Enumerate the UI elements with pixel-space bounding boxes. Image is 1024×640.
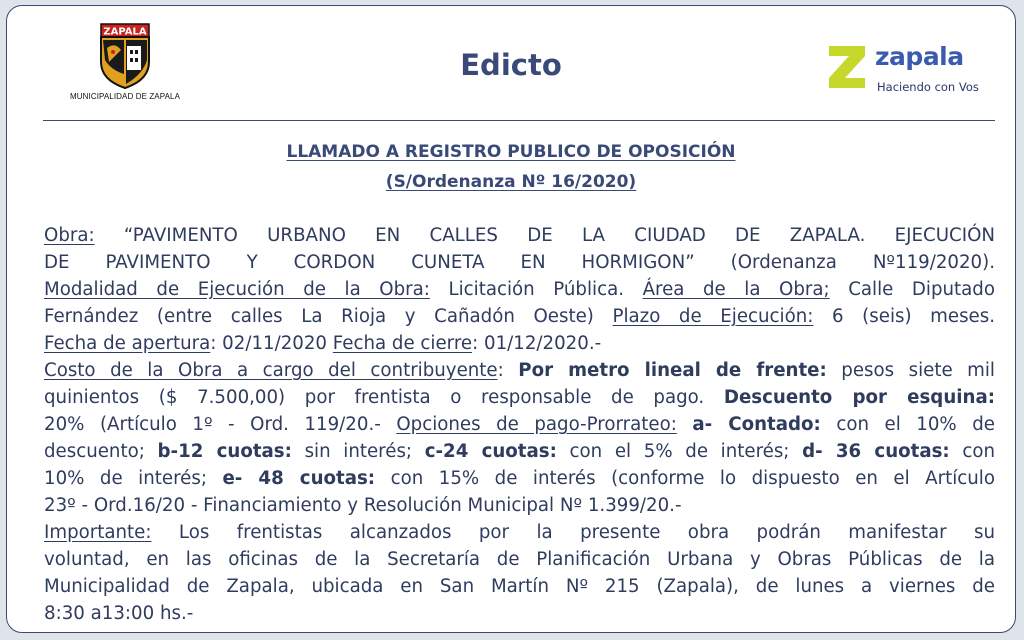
body-line-4: Fernández (entre calles La Rioja y Cañadón Oeste) Plazo de Ejecución: 6 (seis) meses.: [44, 306, 996, 327]
body-line-6: Costo de la Obra a cargo del contribuyente: Por metro lineal de frente: pesos siete mil: [44, 360, 995, 381]
body-line-8: 20% (Artículo 1º - Ord. 119/20.- Opciones de pago-Prorrateo: a- Contado: con el 10% de: [44, 414, 995, 435]
fecha-cierre-label: Fecha de cierre: [332, 333, 473, 354]
body-line-1: Obra: “PAVIMENTO URBANO EN CALLES DE LA CIUDAD DE ZAPALA. EJECUCIÓN: [44, 225, 995, 246]
brand-tagline: Haciendo con Vos: [877, 80, 979, 94]
body-line-5: Fecha de apertura: 02/11/2020 Fecha de cierre: 01/12/2020.-: [44, 333, 602, 354]
option-c-label: c-24 cuotas:: [424, 441, 557, 462]
area-label: Área de la Obra;: [642, 279, 830, 300]
header-divider: [43, 120, 995, 121]
opciones-pago-label: Opciones de pago-Prorrateo:: [396, 414, 677, 435]
fecha-apertura-label: Fecha de apertura: [44, 333, 211, 354]
notice-body: [44, 222, 995, 627]
option-d-label: d- 36 cuotas:: [802, 441, 950, 462]
body-line-11: 23º - Ord.16/20 - Financiamiento y Resolución Municipal Nº 1.399/20.-: [44, 495, 682, 516]
modalidad-label: Modalidad de Ejecución de la Obra:: [44, 279, 430, 300]
zapala-brand-logo: [825, 42, 995, 102]
municipality-caption: MUNICIPALIDAD DE ZAPALA: [69, 92, 181, 101]
body-line-13: voluntad, en las oficinas de la Secretaría de Planificación Urbana y Obras Públicas de la: [44, 549, 995, 570]
body-line-7: quinientos ($ 7.500,00) por frentista o responsable de pago. Descuento por esquina:: [44, 387, 995, 408]
descuento-esquina-label: Descuento por esquina:: [723, 387, 995, 408]
brand-name: zapala: [875, 42, 964, 71]
edicto-card: [6, 5, 1016, 633]
body-line-9: descuento; b-12 cuotas: sin interés; c-24 cuotas: con el 5% de interés; d- 36 cuotas: con: [44, 441, 996, 462]
metro-lineal-label: Por metro lineal de frente:: [518, 360, 827, 381]
body-line-14: Municipalidad de Zapala, ubicada en San Martín Nº 215 (Zapala), de lunes a viernes de: [44, 576, 995, 597]
costo-label: Costo de la Obra a cargo del contribuyente: [44, 360, 498, 381]
body-line-3: Modalidad de Ejecución de la Obra: Licitación Pública. Área de la Obra; Calle Diputado: [44, 279, 995, 300]
body-line-15: 8:30 a13:00 hs.-: [44, 603, 194, 624]
notice-heading: LLAMADO A REGISTRO PUBLICO DE OPOSICIÓN: [286, 142, 736, 162]
contado-label: a- Contado:: [692, 414, 821, 435]
body-line-10: 10% de interés; e- 48 cuotas: con 15% de interés (conforme lo dispuesto en el Artículo: [44, 468, 995, 489]
body-line-2: DE PAVIMENTO Y CORDON CUNETA EN HORMIGON” (Ordenanza Nº119/2020).: [44, 252, 995, 273]
page-title: Edicto: [460, 48, 562, 82]
svg-text:ZAPALA: ZAPALA: [103, 26, 147, 38]
plazo-label: Plazo de Ejecución:: [612, 306, 814, 327]
importante-label: Importante:: [44, 522, 152, 543]
body-line-12: Importante: Los frentistas alcanzados por la presente obra podrán manifestar su: [44, 522, 995, 543]
ordinance-reference: (S/Ordenanza Nº 16/2020): [385, 172, 637, 192]
option-b-label: b-12 cuotas:: [157, 441, 292, 462]
zapala-z-icon: [825, 42, 869, 90]
obra-label: Obra:: [44, 225, 95, 246]
option-e-label: e- 48 cuotas:: [222, 468, 376, 489]
